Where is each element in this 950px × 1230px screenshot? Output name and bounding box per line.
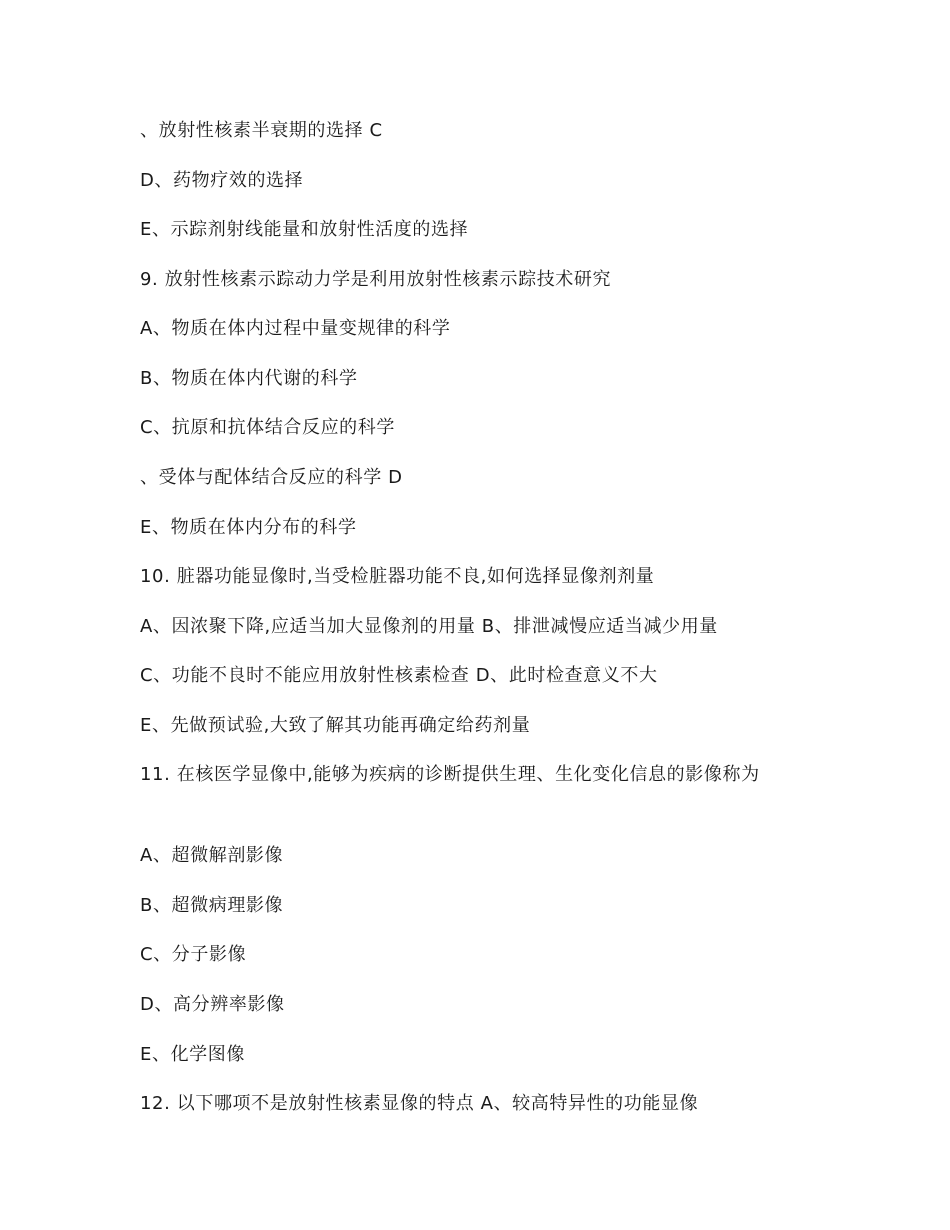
q11-option-d: D、高分辨率影像 xyxy=(140,994,285,1015)
question-10: 10. 脏器功能显像时,当受检脏器功能不良,如何选择显像剂剂量 xyxy=(140,566,655,587)
q9-option-b: B、物质在体内代谢的科学 xyxy=(140,368,358,389)
q9-option-e: E、物质在体内分布的科学 xyxy=(140,517,357,538)
question-9: 9. 放射性核素示踪动力学是利用放射性核素示踪技术研究 xyxy=(140,269,612,290)
q10-option-c-d: C、功能不良时不能应用放射性核素检查 D、此时检查意义不大 xyxy=(140,665,658,686)
q11-option-a: A、超微解剖影像 xyxy=(140,845,284,866)
text-line-option-e-tracer-energy: E、示踪剂射线能量和放射性活度的选择 xyxy=(140,219,469,240)
q9-option-c: C、抗原和抗体结合反应的科学 xyxy=(140,417,395,438)
q9-option-d: 、受体与配体结合反应的科学 D xyxy=(140,467,403,488)
q10-option-e: E、先做预试验,大致了解其功能再确定给药剂量 xyxy=(140,715,531,736)
q11-option-c: C、分子影像 xyxy=(140,944,247,965)
q11-option-e: E、化学图像 xyxy=(140,1044,245,1065)
q11-option-b: B、超微病理影像 xyxy=(140,895,284,916)
q9-option-a: A、物质在体内过程中量变规律的科学 xyxy=(140,318,451,339)
question-12: 12. 以下哪项不是放射性核素显像的特点 A、较高特异性的功能显像 xyxy=(140,1093,699,1114)
question-11: 11. 在核医学显像中,能够为疾病的诊断提供生理、生化变化信息的影像称为 xyxy=(140,764,760,785)
text-line-option-d-drug-efficacy: D、药物疗效的选择 xyxy=(140,170,304,191)
q10-option-a-b: A、因浓聚下降,应适当加大显像剂的用量 B、排泄减慢应适当减少用量 xyxy=(140,616,718,637)
text-line-option-c-half-life: 、放射性核素半衰期的选择 C xyxy=(140,120,383,141)
